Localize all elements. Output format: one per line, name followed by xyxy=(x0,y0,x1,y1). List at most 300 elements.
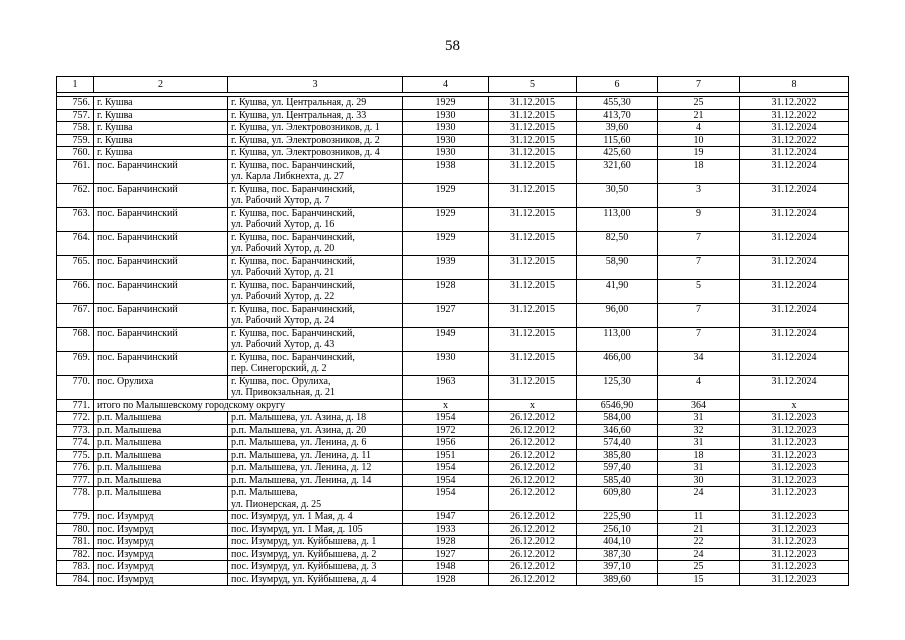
count-cell: 4 xyxy=(658,122,740,135)
table-row xyxy=(57,97,849,110)
locality-cell: р.п. Малышева xyxy=(94,462,228,475)
table-row xyxy=(57,279,849,303)
count-cell: 21 xyxy=(658,109,740,122)
column-header: 4 xyxy=(403,77,489,93)
row-number-cell: 758. xyxy=(57,122,94,135)
locality-cell: пос. Баранчинский xyxy=(94,327,228,351)
area-cell: 113,00 xyxy=(577,327,658,351)
count-cell: 5 xyxy=(658,279,740,303)
count-cell: 10 xyxy=(658,134,740,147)
table-row xyxy=(57,412,849,425)
count-cell: 4 xyxy=(658,375,740,399)
date-cell: 31.12.2015 xyxy=(489,351,577,375)
date-cell: х xyxy=(489,399,577,412)
address-cell xyxy=(228,327,403,351)
count-cell: 364 xyxy=(658,399,740,412)
address-cell xyxy=(228,134,403,147)
table-row xyxy=(57,351,849,375)
deadline-cell: 31.12.2023 xyxy=(740,449,849,462)
row-number-cell: 782. xyxy=(57,548,94,561)
date-cell: 31.12.2015 xyxy=(489,183,577,207)
locality-cell: р.п. Малышева xyxy=(94,474,228,487)
address-line: г. Кушва, пос. Баранчинский, xyxy=(231,303,355,315)
row-number-cell: 779. xyxy=(57,511,94,524)
address-cell xyxy=(228,159,403,183)
area-cell: 466,00 xyxy=(577,351,658,375)
locality-cell: р.п. Малышева xyxy=(94,424,228,437)
address-line: ул. Рабочий Хутор, д. 7 xyxy=(231,195,330,206)
locality-cell: пос. Баранчинский xyxy=(94,207,228,231)
deadline-cell: 31.12.2022 xyxy=(740,134,849,147)
address-line: ул. Рабочий Хутор, д. 16 xyxy=(231,219,335,230)
address-line: г. Кушва, пос. Баранчинский, xyxy=(231,207,355,219)
area-cell: 385,80 xyxy=(577,449,658,462)
address-line: г. Кушва, пос. Баранчинский, xyxy=(231,327,355,339)
row-number-cell: 784. xyxy=(57,573,94,586)
year-cell: 1928 xyxy=(403,536,489,549)
address-cell xyxy=(228,561,403,574)
count-cell: 31 xyxy=(658,437,740,450)
locality-cell: г. Кушва xyxy=(94,109,228,122)
address-line: г. Кушва, пос. Баранчинский, xyxy=(231,231,355,243)
count-cell: 19 xyxy=(658,147,740,160)
address-cell xyxy=(228,523,403,536)
area-cell: 6546,90 xyxy=(577,399,658,412)
address-cell xyxy=(228,375,403,399)
year-cell: 1930 xyxy=(403,134,489,147)
area-cell: 346,60 xyxy=(577,424,658,437)
address-line: пос. Изумруд, ул. Куйбышева, д. 3 xyxy=(231,561,377,572)
locality-cell: пос. Изумруд xyxy=(94,511,228,524)
table-row xyxy=(57,255,849,279)
row-number-cell: 763. xyxy=(57,207,94,231)
table-row xyxy=(57,536,849,549)
address-line: р.п. Малышева, ул. Ленина, д. 11 xyxy=(231,449,372,461)
date-cell: 26.12.2012 xyxy=(489,523,577,536)
row-number-cell: 776. xyxy=(57,462,94,475)
address-cell xyxy=(228,351,403,375)
deadline-cell: 31.12.2023 xyxy=(740,561,849,574)
table-row xyxy=(57,424,849,437)
address-cell xyxy=(228,573,403,586)
date-cell: 31.12.2015 xyxy=(489,231,577,255)
date-cell: 26.12.2012 xyxy=(489,536,577,549)
year-cell: 1930 xyxy=(403,109,489,122)
address-cell xyxy=(228,548,403,561)
column-header: 1 xyxy=(57,77,94,93)
count-cell: 15 xyxy=(658,573,740,586)
address-line: ул. Рабочий Хутор, д. 21 xyxy=(231,267,335,278)
address-line: г. Кушва, ул. Электровозников, д. 4 xyxy=(231,147,380,158)
deadline-cell: 31.12.2023 xyxy=(740,573,849,586)
row-number-cell: 768. xyxy=(57,327,94,351)
column-header: 6 xyxy=(577,77,658,93)
address-line: ул. Рабочий Хутор, д. 43 xyxy=(231,339,335,350)
locality-cell: пос. Изумруд xyxy=(94,536,228,549)
year-cell: 1930 xyxy=(403,122,489,135)
area-cell: 455,30 xyxy=(577,97,658,110)
deadline-cell: 31.12.2024 xyxy=(740,207,849,231)
address-line: г. Кушва, пос. Баранчинский, xyxy=(231,159,355,171)
row-number-cell: 780. xyxy=(57,523,94,536)
row-number-cell: 767. xyxy=(57,303,94,327)
count-cell: 11 xyxy=(658,511,740,524)
year-cell: 1956 xyxy=(403,437,489,450)
area-cell: 30,50 xyxy=(577,183,658,207)
deadline-cell: 31.12.2023 xyxy=(740,548,849,561)
address-cell xyxy=(228,462,403,475)
deadline-cell: 31.12.2024 xyxy=(740,303,849,327)
count-cell: 32 xyxy=(658,424,740,437)
address-cell xyxy=(228,255,403,279)
deadline-cell: 31.12.2023 xyxy=(740,511,849,524)
address-cell xyxy=(228,511,403,524)
address-line: ул. Рабочий Хутор, д. 22 xyxy=(231,291,335,302)
row-number-cell: 771. xyxy=(57,399,94,412)
table-row xyxy=(57,449,849,462)
address-line: г. Кушва, ул. Электровозников, д. 1 xyxy=(231,122,380,133)
date-cell: 31.12.2015 xyxy=(489,122,577,135)
area-cell: 39,60 xyxy=(577,122,658,135)
page-number: 58 xyxy=(445,38,460,54)
date-cell: 26.12.2012 xyxy=(489,474,577,487)
year-cell: 1972 xyxy=(403,424,489,437)
year-cell: 1951 xyxy=(403,449,489,462)
locality-cell: пос. Изумруд xyxy=(94,573,228,586)
table-row xyxy=(57,548,849,561)
year-cell: 1927 xyxy=(403,548,489,561)
count-cell: 31 xyxy=(658,462,740,475)
table-row xyxy=(57,474,849,487)
locality-cell: пос. Изумруд xyxy=(94,523,228,536)
address-line: р.п. Малышева, ул. Азина, д. 18 xyxy=(231,412,367,423)
year-cell: 1947 xyxy=(403,511,489,524)
count-cell: 34 xyxy=(658,351,740,375)
address-line: пос. Изумруд, ул. Куйбышева, д. 2 xyxy=(231,548,377,560)
deadline-cell: 31.12.2024 xyxy=(740,183,849,207)
table-row xyxy=(57,523,849,536)
year-cell: 1929 xyxy=(403,97,489,110)
address-line: пос. Изумруд, ул. Куйбышева, д. 4 xyxy=(231,573,377,585)
count-cell: 24 xyxy=(658,548,740,561)
area-cell: 125,30 xyxy=(577,375,658,399)
table-row xyxy=(57,573,849,586)
date-cell: 31.12.2015 xyxy=(489,327,577,351)
year-cell: 1928 xyxy=(403,279,489,303)
year-cell: 1954 xyxy=(403,487,489,511)
address-cell xyxy=(228,303,403,327)
address-cell xyxy=(228,437,403,450)
address-cell xyxy=(228,207,403,231)
table-row xyxy=(57,109,849,122)
date-cell: 31.12.2015 xyxy=(489,159,577,183)
area-cell: 321,60 xyxy=(577,159,658,183)
locality-cell: пос. Баранчинский xyxy=(94,159,228,183)
total-row xyxy=(57,399,849,412)
count-cell: 9 xyxy=(658,207,740,231)
area-cell: 574,40 xyxy=(577,437,658,450)
count-cell: 18 xyxy=(658,449,740,462)
area-cell: 597,40 xyxy=(577,462,658,475)
count-cell: 18 xyxy=(658,159,740,183)
address-cell xyxy=(228,231,403,255)
year-cell: 1928 xyxy=(403,573,489,586)
locality-cell: г. Кушва xyxy=(94,97,228,110)
row-number-cell: 775. xyxy=(57,449,94,462)
date-cell: 31.12.2015 xyxy=(489,303,577,327)
deadline-cell: 31.12.2024 xyxy=(740,122,849,135)
deadline-cell: 31.12.2022 xyxy=(740,97,849,110)
row-number-cell: 761. xyxy=(57,159,94,183)
area-cell: 609,80 xyxy=(577,487,658,511)
area-cell: 387,30 xyxy=(577,548,658,561)
address-cell xyxy=(228,424,403,437)
column-header: 7 xyxy=(658,77,740,93)
area-cell: 115,60 xyxy=(577,134,658,147)
address-cell xyxy=(228,474,403,487)
address-line: р.п. Малышева, ул. Ленина, д. 14 xyxy=(231,474,372,486)
address-line: р.п. Малышева, xyxy=(231,487,298,498)
deadline-cell: 31.12.2022 xyxy=(740,109,849,122)
row-number-cell: 769. xyxy=(57,351,94,375)
row-number-cell: 773. xyxy=(57,424,94,437)
address-cell xyxy=(228,536,403,549)
row-number-cell: 764. xyxy=(57,231,94,255)
date-cell: 26.12.2012 xyxy=(489,424,577,437)
count-cell: 31 xyxy=(658,412,740,425)
year-cell: х xyxy=(403,399,489,412)
address-line: пос. Изумруд, ул. 1 Мая, д. 105 xyxy=(231,523,363,535)
area-cell: 256,10 xyxy=(577,523,658,536)
address-line: р.п. Малышева, ул. Ленина, д. 12 xyxy=(231,462,372,473)
date-cell: 26.12.2012 xyxy=(489,511,577,524)
date-cell: 31.12.2015 xyxy=(489,255,577,279)
address-line: г. Кушва, пос. Баранчинский, xyxy=(231,279,355,291)
count-cell: 24 xyxy=(658,487,740,511)
deadline-cell: 31.12.2024 xyxy=(740,279,849,303)
address-line: г. Кушва, пос. Баранчинский, xyxy=(231,351,355,363)
row-number-cell: 762. xyxy=(57,183,94,207)
locality-cell: пос. Баранчинский xyxy=(94,255,228,279)
date-cell: 31.12.2015 xyxy=(489,109,577,122)
row-number-cell: 760. xyxy=(57,147,94,160)
locality-cell: г. Кушва xyxy=(94,134,228,147)
row-number-cell: 766. xyxy=(57,279,94,303)
table-body xyxy=(57,93,849,586)
table-row xyxy=(57,375,849,399)
deadline-cell: х xyxy=(740,399,849,412)
date-cell: 31.12.2015 xyxy=(489,375,577,399)
row-number-cell: 756. xyxy=(57,97,94,110)
area-cell: 113,00 xyxy=(577,207,658,231)
row-number-cell: 759. xyxy=(57,134,94,147)
deadline-cell: 31.12.2024 xyxy=(740,327,849,351)
row-number-cell: 781. xyxy=(57,536,94,549)
locality-cell: пос. Баранчинский xyxy=(94,231,228,255)
year-cell: 1954 xyxy=(403,462,489,475)
address-cell xyxy=(228,279,403,303)
address-line: г. Кушва, пос. Орулиха, xyxy=(231,375,331,387)
date-cell: 31.12.2015 xyxy=(489,207,577,231)
address-line: ул. Рабочий Хутор, д. 20 xyxy=(231,243,335,254)
address-line: ул. Привокзальная, д. 21 xyxy=(231,387,336,398)
year-cell: 1927 xyxy=(403,303,489,327)
column-header: 2 xyxy=(94,77,228,93)
area-cell: 397,10 xyxy=(577,561,658,574)
row-number-cell: 783. xyxy=(57,561,94,574)
year-cell: 1929 xyxy=(403,183,489,207)
date-cell: 26.12.2012 xyxy=(489,548,577,561)
deadline-cell: 31.12.2024 xyxy=(740,147,849,160)
address-line: г. Кушва, ул. Электровозников, д. 2 xyxy=(231,134,380,146)
year-cell: 1930 xyxy=(403,147,489,160)
address-cell xyxy=(228,97,403,110)
row-number-cell: 777. xyxy=(57,474,94,487)
area-cell: 425,60 xyxy=(577,147,658,160)
count-cell: 7 xyxy=(658,303,740,327)
count-cell: 7 xyxy=(658,255,740,279)
address-cell xyxy=(228,487,403,511)
address-line: г. Кушва, ул. Центральная, д. 33 xyxy=(231,109,367,121)
table-row xyxy=(57,462,849,475)
year-cell: 1948 xyxy=(403,561,489,574)
date-cell: 26.12.2012 xyxy=(489,573,577,586)
row-number-cell: 770. xyxy=(57,375,94,399)
locality-cell: р.п. Малышева xyxy=(94,412,228,425)
locality-cell: пос. Баранчинский xyxy=(94,279,228,303)
address-cell xyxy=(228,183,403,207)
year-cell: 1930 xyxy=(403,351,489,375)
table-row xyxy=(57,487,849,511)
table-row xyxy=(57,561,849,574)
row-number-cell: 772. xyxy=(57,412,94,425)
row-number-cell: 765. xyxy=(57,255,94,279)
deadline-cell: 31.12.2024 xyxy=(740,159,849,183)
address-cell xyxy=(228,449,403,462)
count-cell: 21 xyxy=(658,523,740,536)
address-line: ул. Карла Либкнехта, д. 27 xyxy=(231,171,344,182)
area-cell: 225,90 xyxy=(577,511,658,524)
address-line: пер. Синегорский, д. 2 xyxy=(231,363,327,374)
deadline-cell: 31.12.2023 xyxy=(740,536,849,549)
count-cell: 30 xyxy=(658,474,740,487)
area-cell: 413,70 xyxy=(577,109,658,122)
address-line: пос. Изумруд, ул. Куйбышева, д. 1 xyxy=(231,536,377,547)
table-row xyxy=(57,159,849,183)
address-cell xyxy=(228,122,403,135)
row-number-cell: 774. xyxy=(57,437,94,450)
year-cell: 1963 xyxy=(403,375,489,399)
year-cell: 1929 xyxy=(403,231,489,255)
deadline-cell: 31.12.2023 xyxy=(740,462,849,475)
year-cell: 1949 xyxy=(403,327,489,351)
count-cell: 22 xyxy=(658,536,740,549)
deadline-cell: 31.12.2023 xyxy=(740,437,849,450)
column-header: 5 xyxy=(489,77,577,93)
address-line: ул. Рабочий Хутор, д. 24 xyxy=(231,315,335,326)
year-cell: 1954 xyxy=(403,474,489,487)
table-row xyxy=(57,327,849,351)
locality-cell: пос. Баранчинский xyxy=(94,351,228,375)
address-line: г. Кушва, пос. Баранчинский, xyxy=(231,183,355,195)
column-header: 3 xyxy=(228,77,403,93)
year-cell: 1939 xyxy=(403,255,489,279)
year-cell: 1938 xyxy=(403,159,489,183)
date-cell: 26.12.2012 xyxy=(489,437,577,450)
locality-cell: пос. Изумруд xyxy=(94,548,228,561)
deadline-cell: 31.12.2023 xyxy=(740,487,849,511)
address-cell xyxy=(228,147,403,160)
address-line: г. Кушва, пос. Баранчинский, xyxy=(231,255,355,267)
row-number-cell: 778. xyxy=(57,487,94,511)
table-row xyxy=(57,147,849,160)
column-header: 8 xyxy=(740,77,849,93)
table-row xyxy=(57,231,849,255)
locality-cell: пос. Орулиха xyxy=(94,375,228,399)
date-cell: 26.12.2012 xyxy=(489,449,577,462)
year-cell: 1929 xyxy=(403,207,489,231)
year-cell: 1933 xyxy=(403,523,489,536)
area-cell: 584,00 xyxy=(577,412,658,425)
table-row xyxy=(57,207,849,231)
area-cell: 389,60 xyxy=(577,573,658,586)
area-cell: 58,90 xyxy=(577,255,658,279)
area-cell: 96,00 xyxy=(577,303,658,327)
count-cell: 7 xyxy=(658,231,740,255)
column-number-row xyxy=(57,77,849,93)
deadline-cell: 31.12.2023 xyxy=(740,412,849,425)
year-cell: 1954 xyxy=(403,412,489,425)
table-row xyxy=(57,511,849,524)
total-label-cell: итого по Малышевскому городскому округу xyxy=(94,399,403,412)
area-cell: 404,10 xyxy=(577,536,658,549)
address-line: р.п. Малышева, ул. Азина, д. 20 xyxy=(231,424,367,436)
date-cell: 31.12.2015 xyxy=(489,134,577,147)
deadline-cell: 31.12.2024 xyxy=(740,375,849,399)
count-cell: 25 xyxy=(658,97,740,110)
date-cell: 31.12.2015 xyxy=(489,97,577,110)
table-row xyxy=(57,122,849,135)
deadline-cell: 31.12.2023 xyxy=(740,523,849,536)
address-line: пос. Изумруд, ул. 1 Мая, д. 4 xyxy=(231,511,353,522)
locality-cell: пос. Баранчинский xyxy=(94,303,228,327)
area-cell: 82,50 xyxy=(577,231,658,255)
housing-registry-table xyxy=(56,76,849,586)
date-cell: 26.12.2012 xyxy=(489,561,577,574)
address-line: г. Кушва, ул. Центральная, д. 29 xyxy=(231,97,367,108)
count-cell: 3 xyxy=(658,183,740,207)
address-cell xyxy=(228,109,403,122)
deadline-cell: 31.12.2023 xyxy=(740,424,849,437)
count-cell: 7 xyxy=(658,327,740,351)
locality-cell: пос. Баранчинский xyxy=(94,183,228,207)
date-cell: 31.12.2015 xyxy=(489,279,577,303)
deadline-cell: 31.12.2024 xyxy=(740,255,849,279)
count-cell: 25 xyxy=(658,561,740,574)
locality-cell: р.п. Малышева xyxy=(94,487,228,511)
locality-cell: р.п. Малышева xyxy=(94,449,228,462)
table-row xyxy=(57,437,849,450)
address-line: р.п. Малышева, ул. Ленина, д. 6 xyxy=(231,437,367,448)
date-cell: 31.12.2015 xyxy=(489,147,577,160)
date-cell: 26.12.2012 xyxy=(489,462,577,475)
date-cell: 26.12.2012 xyxy=(489,487,577,511)
deadline-cell: 31.12.2023 xyxy=(740,474,849,487)
deadline-cell: 31.12.2024 xyxy=(740,351,849,375)
area-cell: 41,90 xyxy=(577,279,658,303)
table-row xyxy=(57,303,849,327)
table-row xyxy=(57,183,849,207)
